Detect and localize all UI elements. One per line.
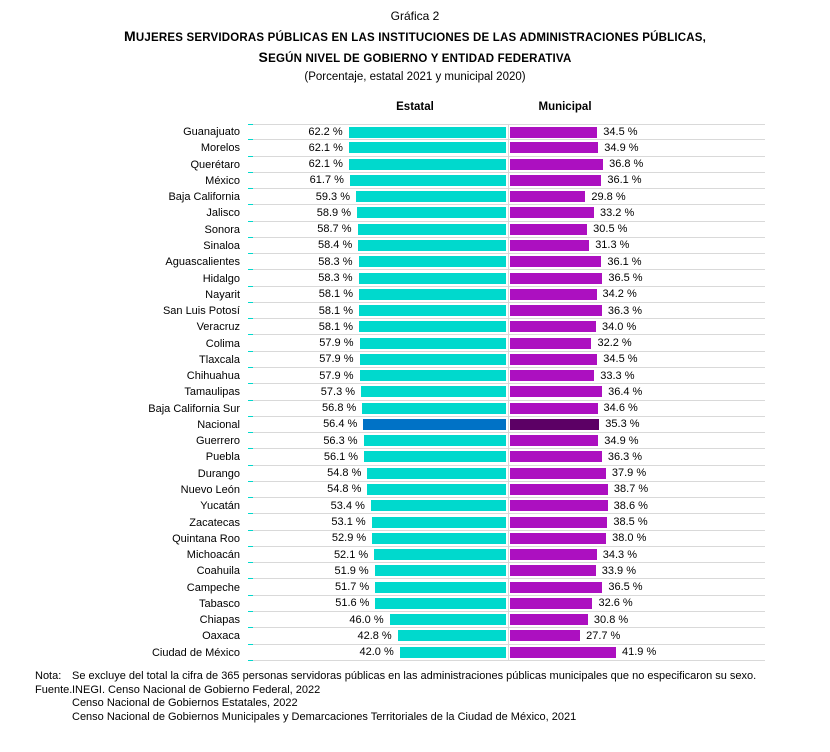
chart-row [0,173,830,189]
estatal-bar [398,630,506,641]
category-label: Veracruz [196,321,240,334]
column-header-municipal: Municipal [538,101,592,113]
row-plot-area [253,482,765,498]
row-plot-area [253,238,765,254]
row-plot-area [253,628,765,644]
municipal-bar [510,240,589,251]
estatal-bar [361,386,506,397]
category-label: Tamaulipas [184,386,240,399]
estatal-value-label: 54.8 % [327,483,362,496]
municipal-value-label: 29.8 % [591,190,626,203]
estatal-value-label: 46.0 % [349,613,384,626]
municipal-bar [510,549,597,560]
municipal-value-label: 32.6 % [598,597,633,610]
municipal-bar [510,565,596,576]
municipal-bar [510,305,602,316]
category-label: Nacional [197,418,240,431]
estatal-bar [375,565,506,576]
estatal-bar [374,549,506,560]
municipal-bar [510,338,591,349]
municipal-bar [510,256,601,267]
estatal-value-label: 57.9 % [319,353,354,366]
source-label: Fuente. [35,683,73,696]
chart-row [0,433,830,449]
chart-row [0,189,830,205]
row-plot-area [253,205,765,221]
note-row [0,670,830,684]
municipal-value-label: 34.2 % [602,288,637,301]
municipal-bar [510,614,588,625]
category-label: Quintana Roo [172,532,240,545]
estatal-bar [375,582,506,593]
row-plot-area [253,449,765,465]
row-plot-area [253,384,765,400]
row-plot-area [253,531,765,547]
chart-row [0,645,830,661]
municipal-value-label: 31.3 % [595,239,630,252]
chart-row [0,384,830,400]
category-label: Chihuahua [186,370,240,383]
row-plot-area [253,498,765,514]
chart-row [0,466,830,482]
estatal-bar [359,305,506,316]
estatal-value-label: 51.9 % [334,564,369,577]
row-plot-area [253,124,765,140]
row-plot-area [253,466,765,482]
estatal-value-label: 56.8 % [322,402,357,415]
row-plot-area [253,645,765,661]
chart-row [0,482,830,498]
municipal-bar [510,451,602,462]
estatal-bar [359,273,506,284]
note-text: Se excluye del total la cifra de 365 personas servidoras públicas en las administraciones públicas municipales que no especificaron su sexo. [72,670,757,682]
estatal-bar [360,370,506,381]
estatal-bar [375,598,506,609]
category-label: Guanajuato [183,126,240,139]
estatal-value-label: 58.3 % [318,272,353,285]
estatal-value-label: 56.3 % [323,434,358,447]
municipal-bar [510,468,606,479]
category-label: Sonora [204,223,240,236]
municipal-bar [510,484,608,495]
category-label: Tlaxcala [199,353,240,366]
estatal-value-label: 42.8 % [357,629,392,642]
chart-row [0,449,830,465]
municipal-bar [510,419,599,430]
municipal-value-label: 36.4 % [608,385,643,398]
row-plot-area [253,287,765,303]
row-plot-area [253,222,765,238]
municipal-value-label: 34.3 % [602,548,638,561]
chart-row [0,531,830,547]
estatal-bar [372,533,506,544]
chart-title-line2: SEGÚN NIVEL DE GOBIERNO Y ENTIDAD FEDERATIVA [258,49,572,65]
category-label: Sinaloa [203,239,240,252]
estatal-bar [358,224,507,235]
municipal-bar [510,533,606,544]
estatal-bar [349,127,506,138]
chart-row [0,205,830,221]
municipal-value-label: 35.3 % [605,418,640,431]
chart-row [0,238,830,254]
source-lines [72,684,576,725]
category-label: Puebla [205,451,240,464]
estatal-value-label: 58.7 % [317,223,352,236]
chart-row [0,124,830,140]
category-label: Baja California [168,191,240,204]
row-plot-area [253,254,765,270]
source-line: Censo Nacional de Gobiernos Estatales, 2022 [72,697,298,709]
estatal-bar [367,484,506,495]
municipal-value-label: 36.3 % [607,304,643,317]
category-label: Michoacán [186,549,240,562]
chart-row [0,303,830,319]
municipal-bar [510,500,608,511]
municipal-bar [510,159,603,170]
source-line: Censo Nacional de Gobiernos Municipales y Demarcaciones Territoriales de la Ciudad de México, 2021 [72,710,577,723]
municipal-value-label: 38.7 % [613,483,649,496]
row-plot-area [253,270,765,286]
municipal-value-label: 34.9 % [604,434,639,447]
estatal-bar [400,647,506,658]
municipal-value-label: 27.7 % [586,629,621,642]
category-label: Coahuila [196,565,240,578]
category-label: Morelos [200,142,240,155]
estatal-value-label: 51.7 % [334,581,370,594]
chart-row [0,287,830,303]
municipal-value-label: 38.0 % [612,532,647,545]
category-label: Baja California Sur [148,402,240,415]
municipal-value-label: 32.2 % [597,337,632,350]
chart-row [0,612,830,628]
municipal-bar [510,517,607,528]
chart-row [0,254,830,270]
estatal-value-label: 57.3 % [320,385,356,398]
category-label: Hidalgo [202,272,240,285]
estatal-bar [359,256,506,267]
chart-subtitle: (Porcentaje, estatal 2021 y municipal 2020) [304,71,526,83]
row-plot-area [253,547,765,563]
municipal-bar [510,403,598,414]
row-plot-area [253,140,765,156]
municipal-value-label: 34.0 % [602,320,637,333]
estatal-bar [350,175,506,186]
row-plot-area [253,596,765,612]
chart-row [0,417,830,433]
chart-row [0,514,830,530]
municipal-bar [510,191,585,202]
estatal-value-label: 56.1 % [323,450,359,463]
chart-row [0,368,830,384]
estatal-value-label: 59.3 % [315,190,350,203]
chart-row [0,498,830,514]
category-label: Campeche [186,581,240,594]
row-plot-area [253,157,765,173]
municipal-value-label: 34.6 % [603,402,638,415]
estatal-value-label: 62.2 % [308,126,343,139]
chart-row [0,547,830,563]
estatal-value-label: 53.4 % [330,499,365,512]
chart-row [0,270,830,286]
category-label: Ciudad de México [151,646,240,659]
chart-row [0,140,830,156]
estatal-bar [367,468,506,479]
estatal-bar [360,354,506,365]
municipal-value-label: 38.6 % [613,499,648,512]
estatal-value-label: 57.9 % [319,369,354,382]
estatal-bar [364,435,506,446]
category-label: Durango [197,467,240,480]
municipal-value-label: 33.3 % [600,369,635,382]
category-label: Chiapas [199,614,240,627]
row-plot-area [253,612,765,628]
chart-row [0,596,830,612]
chart-row [0,222,830,238]
category-label: Colima [205,337,240,350]
municipal-value-label: 30.8 % [593,613,629,626]
municipal-bar [510,321,596,332]
grafica-number-label: Gráfica 2 [390,9,440,23]
estatal-value-label: 52.1 % [333,548,369,561]
municipal-bar [510,435,598,446]
diverging-bar-chart [0,124,830,661]
municipal-bar [510,370,594,381]
column-headers [0,101,830,119]
chart-row [0,579,830,595]
estatal-bar [360,338,506,349]
category-label: Oaxaca [202,630,240,643]
category-label: Querétaro [190,158,240,171]
municipal-bar [510,647,616,658]
estatal-value-label: 57.9 % [319,337,354,350]
municipal-bar [510,142,598,153]
row-plot-area [253,303,765,319]
row-plot-area [253,368,765,384]
chart-title [0,27,830,69]
row-plot-area [253,417,765,433]
estatal-bar [349,159,506,170]
municipal-value-label: 38.5 % [613,516,648,528]
municipal-bar [510,127,597,138]
municipal-value-label: 34.5 % [603,353,638,366]
estatal-value-label: 58.9 % [316,206,351,219]
municipal-value-label: 33.9 % [601,564,637,577]
source-row [0,684,830,725]
estatal-value-label: 61.7 % [309,174,344,187]
estatal-value-label: 58.1 % [318,304,354,317]
row-plot-area [253,352,765,368]
row-plot-area [253,189,765,205]
category-label: Yucatán [200,500,240,513]
chart-row [0,563,830,579]
chart-rows [0,124,830,661]
municipal-bar [510,224,587,235]
municipal-value-label: 36.1 % [607,255,642,268]
estatal-bar [390,614,506,625]
municipal-value-label: 36.5 % [608,581,643,594]
row-plot-area [253,579,765,595]
municipal-value-label: 33.2 % [599,206,635,219]
municipal-value-label: 41.9 % [622,646,657,659]
municipal-bar [510,207,594,218]
estatal-value-label: 42.0 % [359,646,394,659]
estatal-value-label: 58.3 % [318,255,353,268]
row-plot-area [253,335,765,351]
category-label: Zacatecas [189,516,240,529]
estatal-value-label: 58.1 % [318,320,354,333]
estatal-bar [356,191,506,202]
row-plot-area [253,401,765,417]
estatal-value-label: 52.9 % [331,532,367,545]
category-label: Nuevo León [180,483,240,496]
chart-row [0,335,830,351]
estatal-bar [363,419,506,430]
estatal-bar [357,207,506,218]
chart-row [0,352,830,368]
municipal-bar [510,273,602,284]
estatal-bar [371,500,506,511]
chart-title-line1: MUJERES SERVIDORAS PÚBLICAS EN LAS INSTITUCIONES DE LAS ADMINISTRACIONES PÚBLICAS, [123,28,707,44]
municipal-value-label: 34.5 % [603,126,638,139]
chart-row [0,401,830,417]
estatal-bar [372,517,506,528]
municipal-value-label: 34.9 % [604,141,639,154]
category-label: Jalisco [206,207,240,220]
municipal-value-label: 36.1 % [607,174,642,187]
column-header-estatal: Estatal [396,101,434,113]
estatal-bar [359,289,506,300]
municipal-bar [510,598,592,609]
source-line: INEGI. Censo Nacional de Gobierno Federal, 2022 [72,683,321,696]
category-label: Guerrero [195,435,240,448]
estatal-bar [362,403,506,414]
chart-row [0,628,830,644]
municipal-bar [510,630,580,641]
row-plot-area [253,433,765,449]
municipal-bar [510,354,597,365]
estatal-value-label: 51.6 % [335,597,370,610]
category-label: San Luis Potosí [162,305,240,318]
municipal-value-label: 36.8 % [609,158,644,171]
estatal-value-label: 58.4 % [318,239,353,252]
estatal-value-label: 62.1 % [308,141,343,154]
estatal-value-label: 53.1 % [331,516,366,528]
estatal-value-label: 56.4 % [323,418,358,431]
estatal-bar [349,142,506,153]
municipal-bar [510,175,601,186]
municipal-value-label: 36.3 % [607,450,643,463]
estatal-bar [364,451,506,462]
municipal-bar [510,386,602,397]
footer-notes [0,670,830,724]
row-plot-area [253,173,765,189]
municipal-value-label: 37.9 % [611,467,647,480]
estatal-bar [358,240,506,251]
row-plot-area [253,514,765,530]
chart-row [0,157,830,173]
estatal-value-label: 58.1 % [318,288,354,301]
note-label: Nota: [35,670,62,682]
municipal-bar [510,582,602,593]
category-label: Tabasco [199,597,240,610]
estatal-value-label: 62.1 % [308,158,343,171]
municipal-value-label: 30.5 % [593,223,628,236]
category-label: México [205,174,240,187]
estatal-value-label: 54.8 % [327,467,362,480]
category-label: Aguascalientes [165,256,240,269]
category-label: Nayarit [205,288,240,301]
row-plot-area [253,563,765,579]
municipal-value-label: 36.5 % [608,272,643,285]
estatal-bar [359,321,506,332]
row-plot-area [253,319,765,335]
municipal-bar [510,289,597,300]
chart-row [0,319,830,335]
